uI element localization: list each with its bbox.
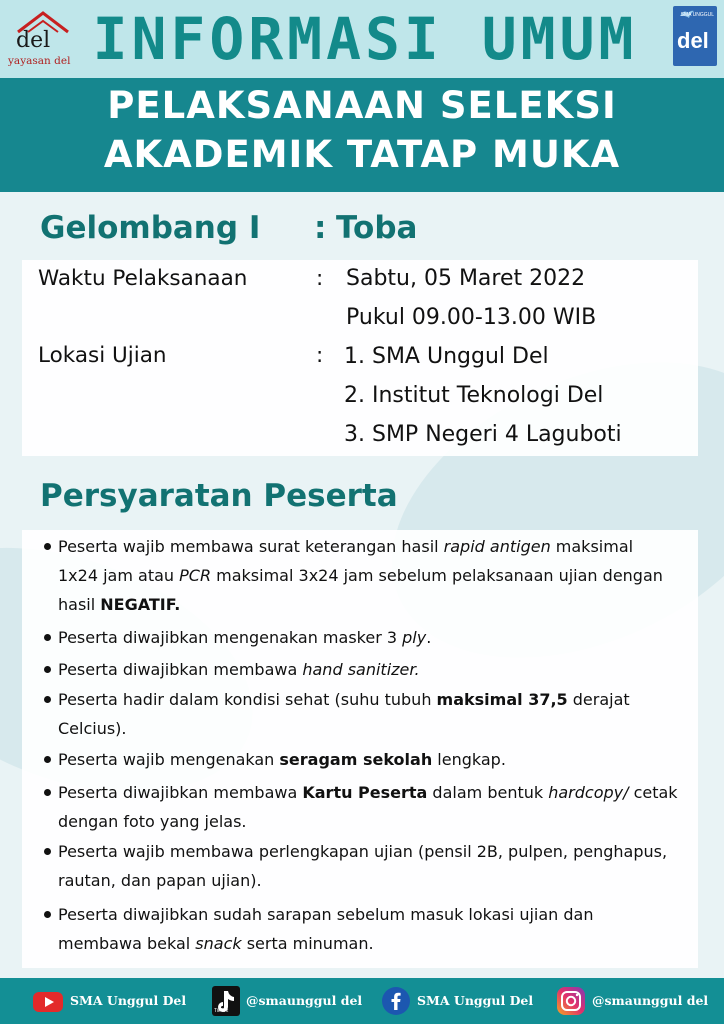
youtube-icon[interactable] (32, 986, 64, 1016)
requirement-text: Kartu Peserta (302, 783, 428, 802)
requirement-item (58, 623, 678, 652)
requirement-text: derajat Celcius). (58, 690, 630, 738)
header-band (0, 0, 724, 78)
yayasan-del-logo (6, 6, 76, 70)
location-item: 3. SMP Negeri 4 Laguboti (344, 422, 622, 447)
requirement-item (58, 778, 678, 836)
time-label: Waktu Pelaksanaan (38, 266, 248, 291)
bullet-icon (44, 696, 51, 703)
wave-value: Toba (336, 210, 418, 246)
requirement-text: rapid antigen (443, 537, 551, 556)
requirement-text: Peserta hadir dalam kondisi sehat (suhu tubuh (58, 690, 437, 709)
requirement-text: ply (402, 628, 427, 647)
bullet-icon (44, 666, 51, 673)
requirement-text: Peserta wajib membawa perlengkapan ujian (pensil 2B, pulpen, penghapus, rautan, dan papan ujian). (58, 842, 668, 890)
social-footer (0, 978, 724, 1024)
wave-label: Gelombang I (40, 210, 261, 246)
bullet-icon (44, 756, 51, 763)
page-title: INFORMASI UMUM (92, 5, 638, 73)
youtube-handle[interactable]: SMA Unggul Del (70, 993, 187, 1008)
bullet-icon (44, 848, 51, 855)
instagram-icon[interactable] (556, 986, 586, 1016)
tiktok-badge-text: TikTok (214, 1008, 229, 1014)
tiktok-icon[interactable] (212, 986, 240, 1016)
requirements-heading: Persyaratan Peserta (40, 478, 398, 514)
location-item: 2. Institut Teknologi Del (344, 383, 604, 408)
requirement-item (58, 655, 678, 684)
requirement-item (58, 745, 678, 774)
requirement-text: maksimal 1x24 jam atau (58, 537, 634, 585)
logo-wordmark: del (16, 28, 51, 53)
bullet-icon (44, 543, 51, 550)
requirement-text: cetak dengan foto yang jelas. (58, 783, 678, 831)
requirement-text: maksimal 37,5 (436, 690, 568, 709)
instagram-handle[interactable]: @smaunggul del (592, 993, 709, 1008)
requirements-box (22, 530, 698, 968)
logo-small-text: SMA UNGGUL (680, 12, 714, 18)
exam-date: Sabtu, 05 Maret 2022 (346, 266, 586, 291)
requirement-text: Peserta diwajibkan mengenakan masker 3 (58, 628, 403, 647)
time-colon: : (316, 266, 324, 291)
bullet-icon (44, 911, 51, 918)
requirement-text: lengkap. (432, 750, 506, 769)
sma-unggul-del-logo (673, 6, 717, 66)
requirement-text: . (426, 628, 432, 647)
bullet-icon (44, 789, 51, 796)
requirement-text: hand sanitizer. (302, 660, 420, 679)
requirement-item (58, 837, 678, 895)
tiktok-handle[interactable]: @smaunggul del (246, 993, 363, 1008)
requirement-text: Peserta wajib mengenakan (58, 750, 280, 769)
logo-wordmark: del (677, 28, 709, 53)
facebook-handle[interactable]: SMA Unggul Del (417, 993, 534, 1008)
requirement-text: Peserta wajib membawa surat keterangan hasil (58, 537, 444, 556)
facebook-icon[interactable] (381, 986, 411, 1016)
requirement-item (58, 685, 678, 743)
requirement-text: dalam bentuk (427, 783, 549, 802)
requirement-text: NEGATIF. (100, 595, 181, 614)
location-colon: : (316, 343, 324, 368)
requirement-item (58, 900, 678, 958)
requirement-text: seragam sekolah (279, 750, 433, 769)
bullet-icon (44, 634, 51, 641)
wave-colon: : (314, 210, 327, 246)
subtitle-line-2: AKADEMIK TATAP MUKA (103, 133, 621, 176)
requirement-text: serta minuman. (241, 934, 374, 953)
logo-caption: yayasan del (8, 55, 71, 67)
requirement-text: PCR (179, 566, 212, 585)
subtitle-line-1: PELAKSANAAN SELEKSI (107, 84, 617, 127)
requirement-text: hardcopy/ (548, 783, 629, 802)
requirement-text: Peserta diwajibkan membawa (58, 783, 303, 802)
exam-hours: Pukul 09.00-13.00 WIB (346, 305, 597, 330)
location-item: 1. SMA Unggul Del (344, 344, 549, 369)
location-label: Lokasi Ujian (38, 343, 167, 368)
subtitle-band (0, 78, 724, 192)
schedule-box (22, 260, 698, 456)
requirement-item (58, 532, 678, 619)
requirement-text: snack (195, 934, 242, 953)
requirement-text: Peserta diwajibkan membawa (58, 660, 303, 679)
requirement-text: Peserta diwajibkan sudah sarapan sebelum masuk lokasi ujian dan membawa bekal (58, 905, 594, 953)
requirement-text: maksimal 3x24 jam sebelum pelaksanaan ujian dengan hasil (58, 566, 663, 614)
